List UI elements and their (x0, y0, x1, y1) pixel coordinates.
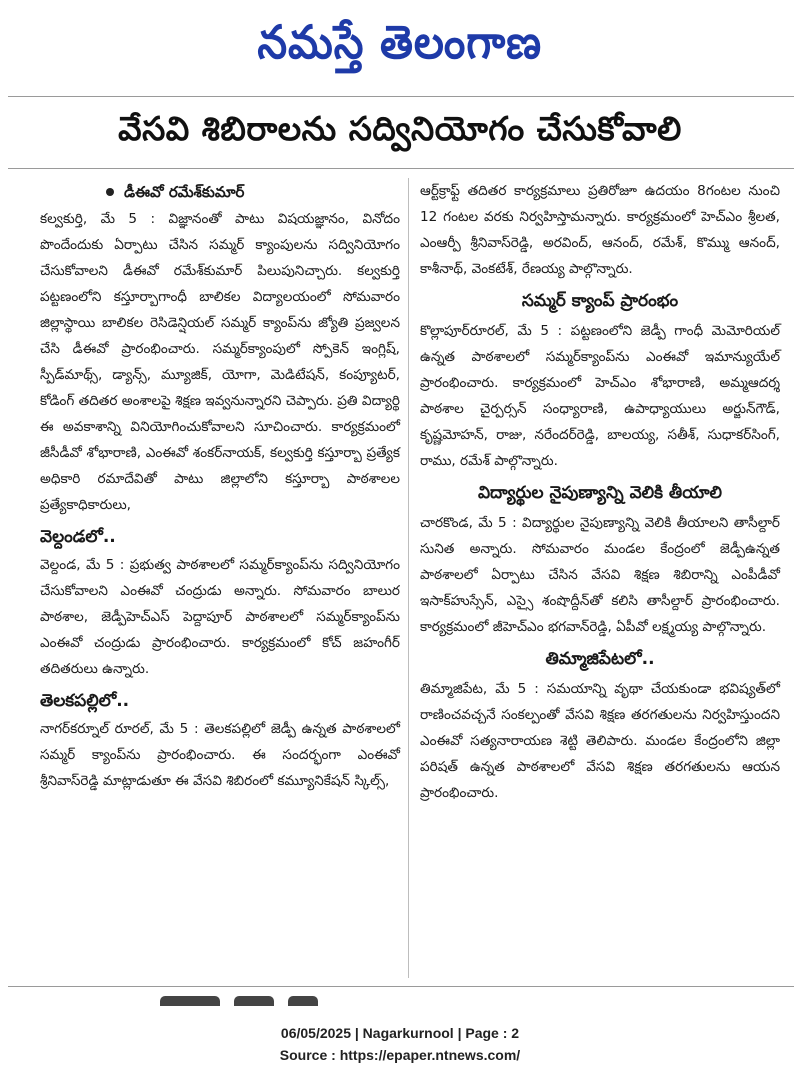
footer-edition-info: 06/05/2025 | Nagarkurnool | Page : 2 (280, 1025, 520, 1041)
byline (40, 178, 400, 206)
subheading-telakapalli: తెలకపల్లిలో.. (40, 691, 130, 711)
article-column-left (40, 178, 400, 798)
byline-text: డీఈవో రమేశ్‌కుమార్ (124, 183, 245, 201)
masthead (0, 0, 800, 96)
newspaper-logo-title: నమస్తే తెలంగాణ (257, 15, 543, 69)
paragraph-kollapur: కొల్లాపూర్‌రూరల్, మే 5 : పట్టణంలోని జెడ్పీ గాంధీ మెమోరియల్ ఉన్నత పాఠశాలలో సమ్మర్‌క్యాంప్‌ను ఎంఈవో ఇమాన్యుయేల్ ప్రారంభించారు. కార్యక్రమంలో హెచ్‌ఎం శోభారాణి, అమ్మఆదర్శ పాఠశాల చైర్పర్సన్ సంధ్యారాణి, ఉపాధ్యాయులు అర్జున్‌గౌడ్, కృష్ణమోహన్, రాజు, నరేందర్‌రెడ్డి, బాలయ్య, సతీశ్, సుధాకర్‌సింగ్, రాము, రమేశ్ పాల్గొన్నారు. (420, 323, 780, 469)
subheading-veldanda: వెల్దండలో.. (40, 527, 116, 547)
article-column-right (420, 178, 780, 810)
column-divider (408, 178, 409, 978)
paragraph-telakapalli: నాగర్‌కర్నూల్ రూరల్, మే 5 : తెలకపల్లిలో జెడ్పీ ఉన్నత పాఠశాలలో సమ్మర్ క్యాంప్‌ను ప్రారంభించారు. ఈ సందర్భంగా ఎంఈవో శ్రీనివాస్‌రెడ్డి మాట్లాడుతూ ఈ వేసవి శిబిరంలో కమ్యూనికేషన్ స్కిల్స్, (40, 721, 400, 789)
article-headline: వేసవి శిబిరాలను సద్వినియోగం చేసుకోవాలి (118, 108, 682, 148)
paragraph-kalwakurthy: కల్వకుర్తి, మే 5 : విజ్ఞానంతో పాటు విషయజ్ఞానం, వినోదం పొందేందుకు ఏర్పాటు చేసిన సమ్మర్ క్యాంపులను సద్వినియోగం చేసుకోవాలని డీఈవో రమేశ్‌కుమార్ పిలుపునిచ్చారు. కల్వకుర్తి పట్టణంలోని కస్తూర్బాగాంధీ బాలికల విద్యాలయంలో సోమవారం జిల్లాస్థాయి బాలికల రెసిడెన్షియల్ సమ్మర్ క్యాంప్‌ను జ్యోతి ప్రజ్వలన చేసి డీఈవో ప్రారంభించారు. సమ్మర్‌క్యాంపులో స్పోకెన్ ఇంగ్లిష్, స్పీడ్‌మాథ్స్, డ్యాన్స్, మ్యూజిక్, యోగా, మెడిటేషన్, కంప్యూటర్, కోడింగ్ తదితర అంశాలపై శిక్షణ ఇవ్వనున్నారని చెప్పారు. ప్రతి విద్యార్థి ఈ అవకాశాన్ని వినియోగించుకోవాలని సూచించారు. కార్యక్రమంలో జీసీడీవో శోభారాణి, ఎంఈవో శంకర్‌నాయక్, కల్వకుర్తి కస్తూర్బా ప్రత్యేక అధికారి రమాదేవితో పాటు జిల్లాలోని కస్తూర్బా పాఠశాలల ప్రత్యేకాధికారులు, (40, 211, 400, 513)
cropped-text-fragment (160, 996, 460, 1010)
subheading-summer-camp: సమ్మర్ క్యాంప్ ప్రారంభం (521, 291, 679, 311)
paragraph-charakonda: చారకొండ, మే 5 : విద్యార్థుల నైపుణ్యాన్ని వెలికి తీయాలని తాసీల్దార్ సునిత అన్నారు. సోమవారం మండల కేంద్రంలో జెడ్పీఉన్నత పాఠశాలలో ఏర్పాటు చేసిన వేసవి శిక్షణ శిబిరాన్ని ఎంపీడీవో ఇసాక్‌హుస్సేన్, ఎస్సై శంషొద్దీన్‌తో కలిసి తాసీల్దార్ ప్రారంభించారు. కార్యక్రమంలో జీహెచ్‌ఎం భగవాన్‌రెడ్డి, ఏపీవో లక్ష్మయ్య పాల్గొన్నారు. (420, 515, 780, 635)
subheading-thimmajipet: తిమ్మాజిపేటలో.. (545, 649, 655, 669)
masthead-divider (8, 96, 794, 97)
paragraph-thimmajipet: తిమ్మాజిపేట, మే 5 : సమయాన్ని వృథా చేయకుండా భవిష్యత్‌లో రాణించవచ్చనే సంకల్పంతో వేసవి శిక్షణ తరగతులను నిర్వహిస్తుందని ఎంఈవో సత్యనారాయణ శెట్టి తెలిపారు. మండల కేంద్రంలోని జిల్లా పరిషత్ ఉన్నత పాఠశాలలో వేసవి శిక్షణ తరగతులను ఆయన ప్రారంభించారు. (420, 681, 780, 801)
paragraph-veldanda: వెల్దండ, మే 5 : ప్రభుత్వ పాఠశాలలో సమ్మర్‌క్యాంప్‌ను సద్వినియోగం చేసుకోవాలని ఎంఈవో చంద్రుడు అన్నారు. సోమవారం బాలుర పాఠశాల, జెడ్పీహెచ్‌ఎస్ పెద్దాపూర్ పాఠశాలలో సమ్మర్‌క్యాంప్‌ను ఎంఈవో చంద్రుడు ప్రారంభించారు. కార్యక్రమంలో కోచ్ జహంగీర్ తదితరులు ఉన్నారు. (40, 557, 400, 677)
headline-divider (8, 168, 794, 169)
paragraph-continuation: ఆర్ట్‌క్రాఫ్ట్ తదితర కార్యక్రమాలు ప్రతిరోజూ ఉదయం 8గంటల నుంచి 12 గంటల వరకు నిర్వహిస్తామన్నారు. కార్యక్రమంలో హెచ్‌ఎం శ్రీలత, ఎంఆర్పీ శ్రీనివాస్‌రెడ్డి, అరవింద్, ఆనంద్, రమేశ్, కొమ్ము ఆనంద్, కాశీనాథ్, వెంకటేశ్, రేణయ్య పాల్గొన్నారు. (420, 183, 780, 277)
footer-source: Source : https://epaper.ntnews.com/ (279, 1047, 521, 1063)
page-footer (0, 1022, 800, 1066)
subheading-student-skills: విద్యార్థుల నైపుణ్యాన్ని వెలికి తీయాలి (477, 483, 723, 503)
bottom-divider (8, 986, 794, 987)
bullet-icon (106, 188, 114, 196)
